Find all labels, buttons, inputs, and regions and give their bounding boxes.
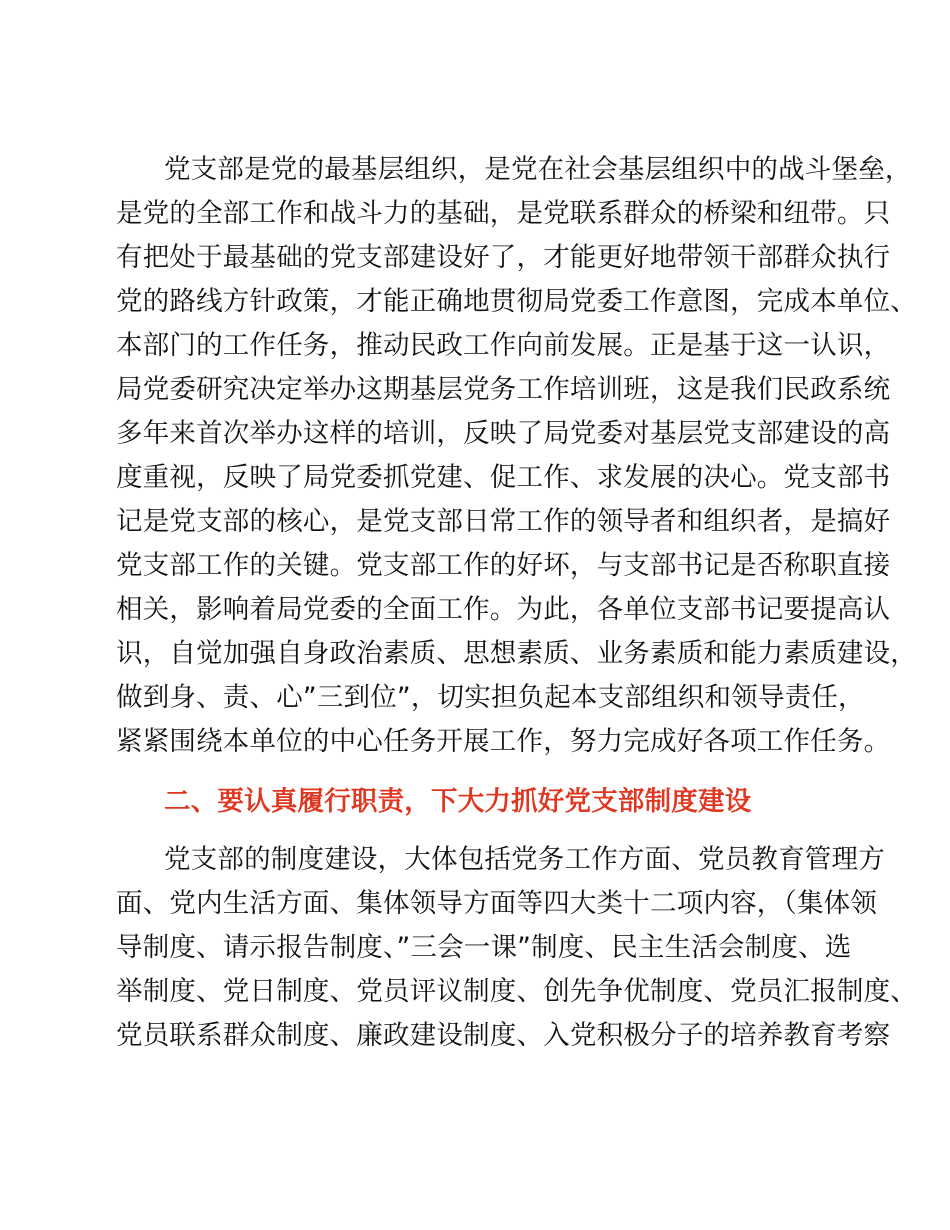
text-line: 党的路线方针政策，才能正确地贯彻局党委工作意图，完成本单位、 [116,286,917,317]
text-line: 相关，影响着局党委的全面工作。为此，各单位支部书记要提高认 [116,594,891,625]
section-heading: 二、要认真履行职责，下大力抓好党支部制度建设 [164,786,752,817]
text-line: 举制度、党日制度、党员评议制度、创先争优制度、党员汇报制度、 [116,976,917,1007]
text-line: 做到身、责、心”三到位”，切实担负起本支部组织和领导责任， [116,682,865,713]
text-line: 是党的全部工作和战斗力的基础，是党联系群众的桥梁和纽带。只 [116,198,891,229]
text-line: 紧紧围绕本单位的中心任务开展工作，努力完成好各项工作任务。 [116,726,891,757]
text-line: 党员联系群众制度、廉政建设制度、入党积极分子的培养教育考察 [116,1020,891,1051]
text-line: 多年来首次举办这样的培训，反映了局党委对基层党支部建设的高 [116,418,891,449]
text-line: 度重视，反映了局党委抓党建、促工作、求发展的决心。党支部书 [116,462,891,493]
text-line: 导制度、请示报告制度、”三会一课”制度、民主生活会制度、选 [116,932,852,963]
text-line: 党支部是党的最基层组织，是党在社会基层组织中的战斗堡垒， [164,154,912,185]
text-line: 有把处于最基础的党支部建设好了，才能更好地带领干部群众执行 [116,242,891,273]
text-line: 识，自觉加强自身政治素质、思想素质、业务素质和能力素质建设， [116,638,917,669]
text-line: 党支部工作的关键。党支部工作的好坏，与支部书记是否称职直接 [116,550,891,581]
text-line: 记是党支部的核心，是党支部日常工作的领导者和组织者，是搞好 [116,506,891,537]
text-line: 本部门的工作任务，推动民政工作向前发展。正是基于这一认识， [116,330,891,361]
text-line: 局党委研究决定举办这期基层党务工作培训班，这是我们民政系统 [116,374,891,405]
text-line: 党支部的制度建设，大体包括党务工作方面、党员教育管理方 [164,844,885,875]
text-line: 面、党内生活方面、集体领导方面等四大类十二项内容，（集体领 [116,888,878,919]
